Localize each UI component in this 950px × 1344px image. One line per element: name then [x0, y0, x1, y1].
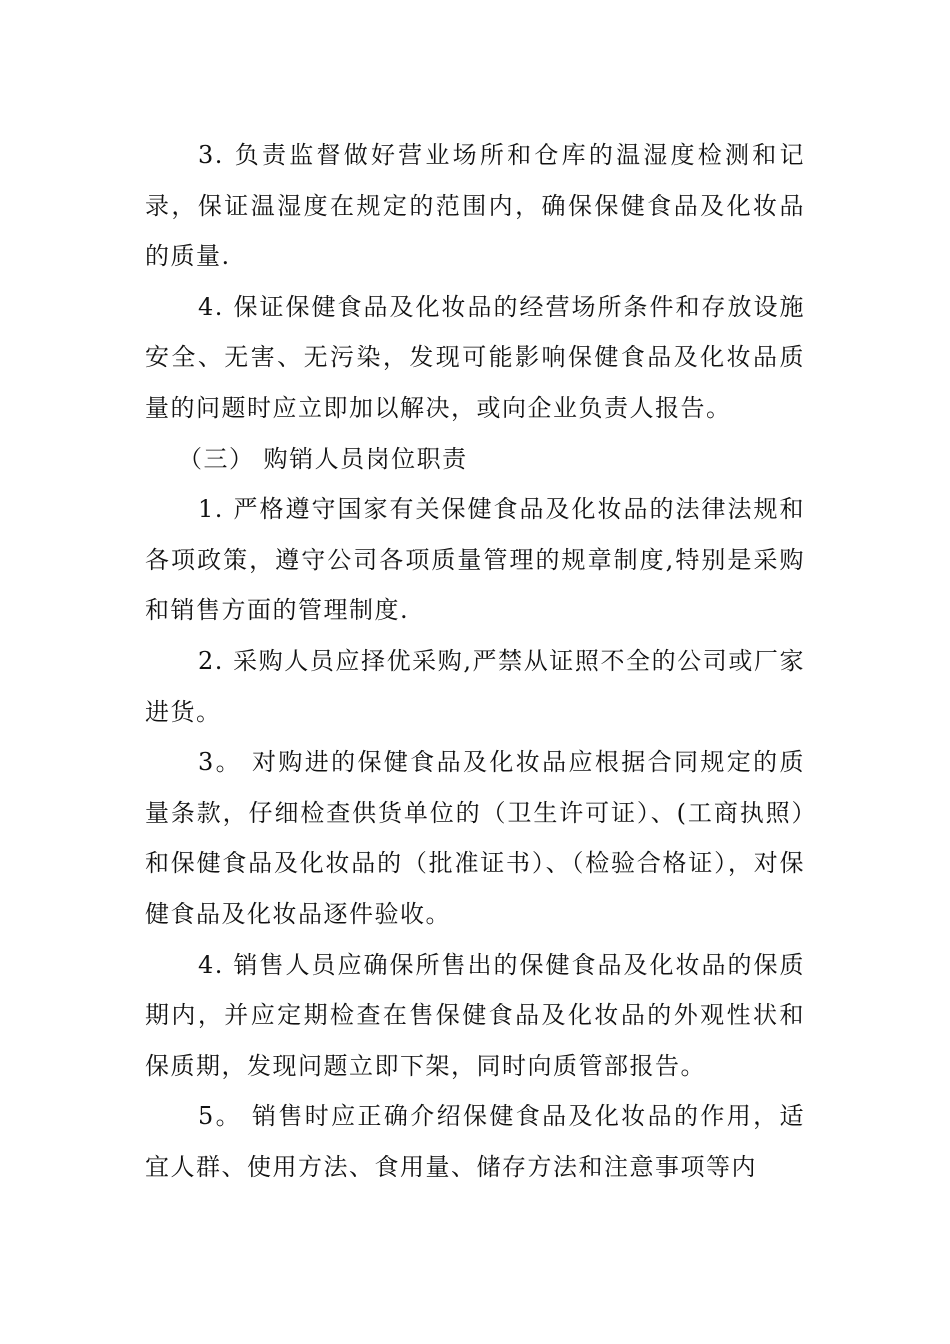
paragraph-item-5-sales: 5。 销售时应正确介绍保健食品及化妆品的作用，适宜人群、使用方法、食用量、储存方法和注意事项等内 [145, 1102, 805, 1181]
paragraph-item-2: 2. 采购人员应择优采购,严禁从证照不全的公司或厂家进货。 [145, 646, 805, 726]
paragraph-item-3-inspection: 3。 对购进的保健食品及化妆品应根据合同规定的质量条款，仔细检查供货单位的（卫生许可证）、(工商执照）和保健食品及化妆品的（批准证书）、（检验合格证），对保健食品及化妆品逐件验收。 [145, 748, 805, 928]
section-heading-purchase-sales: （三） 购销人员岗位职责 [178, 444, 468, 473]
paragraph-item-1: 1. 严格遵守国家有关保健食品及化妆品的法律法规和各项政策，遵守公司各项质量管理的规章制度,特别是采购和销售方面的管理制度. [145, 495, 805, 625]
paragraph-item-3: 3. 负责监督做好营业场所和仓库的温湿度检测和记录，保证温湿度在规定的范围内，确保保健食品及化妆品的质量. [145, 141, 805, 271]
paragraph-item-4: 4. 保证保健食品及化妆品的经营场所条件和存放设施安全、无害、无污染，发现可能影响保健食品及化妆品质量的问题时应立即加以解决，或向企业负责人报告。 [145, 292, 805, 422]
document-body [145, 130, 805, 1192]
paragraph-item-4-sales: 4. 销售人员应确保所售出的保健食品及化妆品的保质期内，并应定期检查在售保健食品及化妆品的外观性状和保质期，发现问题立即下架，同时向质管部报告。 [145, 950, 805, 1080]
